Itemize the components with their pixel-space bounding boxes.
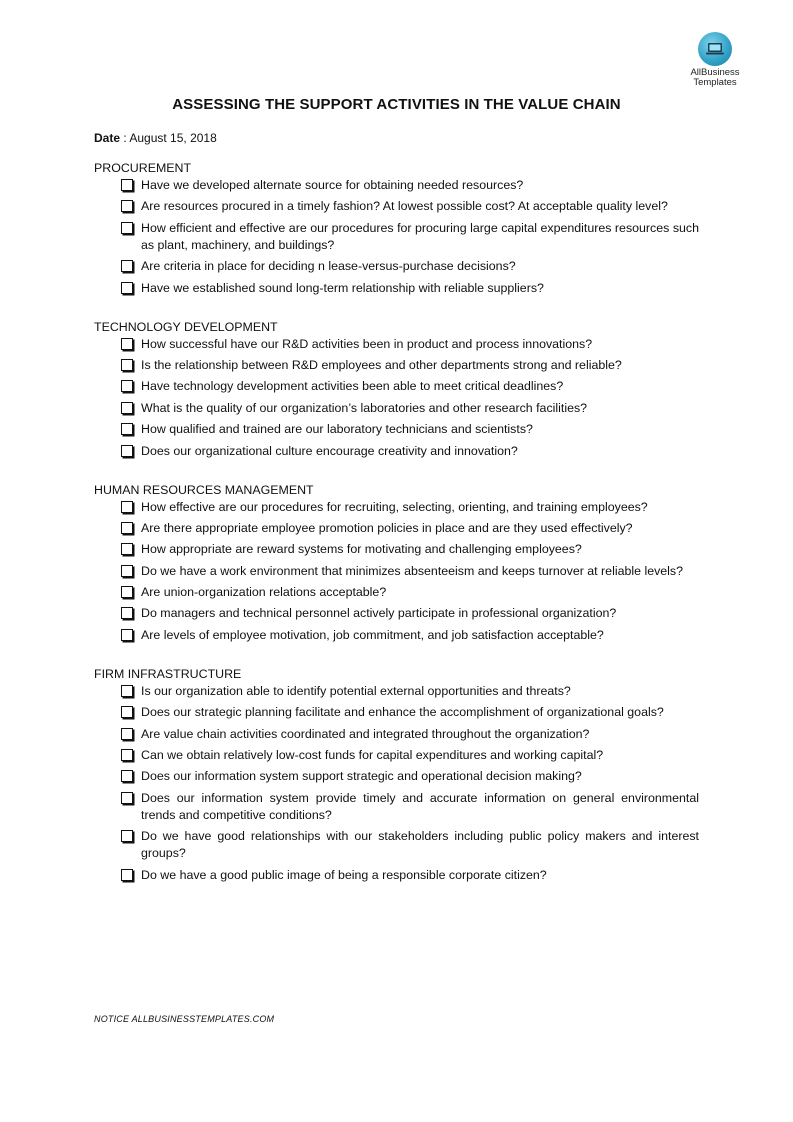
section-heading: PROCUREMENT (94, 161, 192, 175)
checkbox-icon[interactable] (121, 522, 133, 534)
checklist-section (94, 666, 699, 884)
checkbox-icon[interactable] (121, 869, 133, 881)
section-heading: HUMAN RESOURCES MANAGEMENT (94, 482, 314, 497)
checklist-item (94, 704, 699, 721)
checklist-sections (94, 160, 699, 906)
checklist-item (94, 563, 699, 580)
checklist (94, 683, 699, 884)
footer-notice: NOTICE ALLBUSINESSTEMPLATES.COM (94, 1014, 275, 1024)
checklist-item-text: Have technology development activities been able to meet critical deadlines? (141, 379, 564, 394)
checklist-item (94, 258, 699, 275)
checkbox-icon[interactable] (121, 685, 133, 697)
laptop-icon (698, 32, 732, 66)
checklist-item (94, 400, 699, 417)
checklist-item-text: Are levels of employee motivation, job commitment, and job satisfaction acceptable? (141, 627, 604, 642)
checkbox-icon[interactable] (121, 830, 133, 842)
checklist-item (94, 220, 699, 254)
checklist-item (94, 584, 699, 601)
checklist-item (94, 198, 699, 215)
section-heading: FIRM INFRASTRUCTURE (94, 666, 242, 681)
date-value: : August 15, 2018 (120, 131, 217, 145)
checklist (94, 336, 699, 460)
checklist-item (94, 747, 699, 764)
checklist-item-text: Does our organizational culture encourage creativity and innovation? (141, 443, 518, 458)
checklist-item-text: Does our information system provide timely and accurate information on general environmental trends and competitive conditions? (141, 790, 699, 822)
checklist-item-text: Have we established sound long-term relationship with reliable suppliers? (141, 280, 544, 295)
checklist-section (94, 160, 699, 297)
checklist-item-text: Can we obtain relatively low-cost funds for capital expenditures and working capital? (141, 748, 604, 763)
checkbox-icon[interactable] (121, 200, 133, 212)
checklist-item-text: Do managers and technical personnel actively participate in professional organization? (141, 606, 617, 621)
checklist-item (94, 357, 699, 374)
checklist-item-text: How qualified and trained are our laboratory technicians and scientists? (141, 422, 533, 437)
checklist-item (94, 280, 699, 297)
checklist-item (94, 867, 699, 884)
checkbox-icon[interactable] (121, 282, 133, 294)
checkbox-icon[interactable] (121, 728, 133, 740)
checklist-item (94, 790, 699, 824)
checkbox-icon[interactable] (121, 501, 133, 513)
checkbox-icon[interactable] (121, 445, 133, 457)
checklist (94, 177, 699, 297)
checkbox-icon[interactable] (121, 586, 133, 598)
checkbox-icon[interactable] (121, 543, 133, 555)
checklist-item-text: Do we have good relationships with our stakeholders including public policy makers and interest groups? (141, 829, 699, 861)
checkbox-icon[interactable] (121, 402, 133, 414)
checklist-item (94, 520, 699, 537)
checklist-item (94, 378, 699, 395)
checklist-item-text: What is the quality of our organization’s laboratories and other research facilities? (141, 400, 588, 415)
checklist-item-text: How efficient and effective are our procedures for procuring large capital expenditures resources such as plant, machinery, and buildings? (141, 220, 699, 252)
brand-logo (683, 32, 747, 88)
checklist-item-text: Is the relationship between R&D employees and other departments strong and reliable? (141, 357, 622, 372)
checklist-item (94, 499, 699, 516)
checkbox-icon[interactable] (121, 423, 133, 435)
date-label: Date (94, 131, 121, 145)
document-title: ASSESSING THE SUPPORT ACTIVITIES IN THE VALUE CHAIN (172, 96, 621, 113)
checkbox-icon[interactable] (121, 706, 133, 718)
checklist-item (94, 605, 699, 622)
checklist-item-text: Are criteria in place for deciding n lease-versus-purchase decisions? (141, 259, 516, 274)
checkbox-icon[interactable] (121, 380, 133, 392)
checkbox-icon[interactable] (121, 749, 133, 761)
checklist-item (94, 726, 699, 743)
checkbox-icon[interactable] (121, 338, 133, 350)
date-line (94, 131, 217, 145)
checklist-item-text: How appropriate are reward systems for motivating and challenging employees? (141, 542, 582, 557)
checkbox-icon[interactable] (121, 359, 133, 371)
logo-line-2: Templates (693, 77, 737, 88)
checklist-item-text: Does our information system support strategic and operational decision making? (141, 769, 582, 784)
checkbox-icon[interactable] (121, 260, 133, 272)
checkbox-icon[interactable] (121, 792, 133, 804)
checklist-item (94, 421, 699, 438)
checkbox-icon[interactable] (121, 629, 133, 641)
checklist-item-text: How successful have our R&D activities been in product and process innovations? (141, 336, 593, 351)
checklist-item (94, 336, 699, 353)
checklist-item (94, 768, 699, 785)
logo-text (683, 68, 747, 88)
checklist-item-text: Is our organization able to identify potential external opportunities and threats? (141, 683, 571, 698)
checkbox-icon[interactable] (121, 179, 133, 191)
checklist-section (94, 319, 699, 460)
checklist-item-text: Does our strategic planning facilitate and enhance the accomplishment of organizational goals? (141, 705, 664, 720)
checkbox-icon[interactable] (121, 222, 133, 234)
checklist-item (94, 828, 699, 862)
checklist-item (94, 443, 699, 460)
checklist-item (94, 541, 699, 558)
checklist-item-text: Do we have a good public image of being a responsible corporate citizen? (141, 867, 547, 882)
logo-line-1: AllBusiness (690, 67, 740, 78)
checkbox-icon[interactable] (121, 770, 133, 782)
checklist-item-text: Are union-organization relations acceptable? (141, 585, 387, 600)
checklist-item-text: Have we developed alternate source for obtaining needed resources? (141, 178, 524, 192)
checklist-item-text: How effective are our procedures for recruiting, selecting, orienting, and training employees? (141, 499, 648, 514)
checklist-item-text: Are there appropriate employee promotion policies in place and are they used effectively? (141, 520, 633, 535)
checklist-item (94, 177, 699, 194)
checklist-item (94, 627, 699, 644)
checklist-item-text: Are value chain activities coordinated and integrated throughout the organization? (141, 726, 590, 741)
checkbox-icon[interactable] (121, 607, 133, 619)
checklist-item-text: Are resources procured in a timely fashion? At lowest possible cost? At acceptable quality level? (141, 199, 668, 214)
checkbox-icon[interactable] (121, 565, 133, 577)
checklist-section (94, 482, 699, 644)
checklist-item (94, 683, 699, 700)
section-heading: TECHNOLOGY DEVELOPMENT (94, 319, 278, 334)
checklist-item-text: Do we have a work environment that minimizes absenteeism and keeps turnover at reliable levels? (141, 563, 684, 578)
checklist (94, 499, 699, 644)
